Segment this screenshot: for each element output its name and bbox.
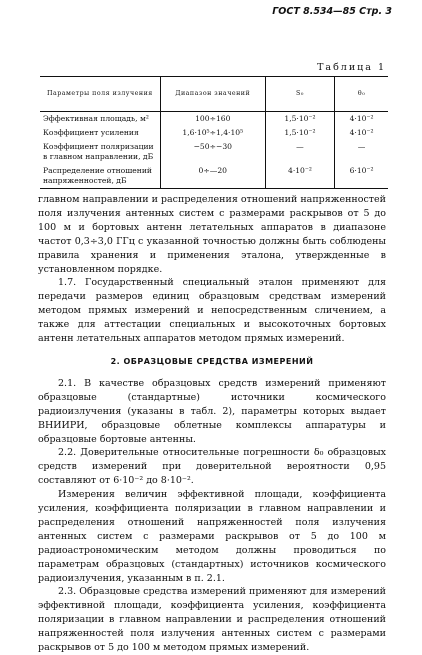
table-row bbox=[40, 126, 388, 140]
column-header: Параметры поля излучения bbox=[40, 77, 160, 112]
parameters-table bbox=[40, 76, 388, 189]
column-header: θ₀ bbox=[335, 77, 388, 112]
paragraph: 2.2. Доверительные относительные погрешности δ₀ образцовых средств измерений при доверительной вероятности 0,95 составляют от 6·10⁻² до 8·10⁻². bbox=[38, 447, 386, 487]
paragraph: главном направлении и распределения отношений напряженностей поля излучения антенных систем с размерами раскрывов от 5 до 100 м и бортовых антенн летательных аппаратов в диапазоне частот 0,3÷3,0 ГГц с указанной точностью должны быть соблюдены правила хранения и применения эталона, утвержденные в установленном порядке. bbox=[38, 194, 387, 275]
table-row bbox=[40, 164, 388, 189]
table-cell: Коэффициент поляризации в главном направлении, дБ bbox=[43, 142, 154, 161]
table-cell: — bbox=[335, 140, 388, 164]
section-heading: 2. ОБРАЗЦОВЫЕ СРЕДСТВА ИЗМЕРЕНИЙ bbox=[110, 356, 314, 366]
table-header-row bbox=[40, 77, 388, 112]
column-header: S₀ bbox=[265, 77, 334, 112]
paragraph: 2.1. В качестве образцовых средств измерений применяют образцовые (стандартные) источники космического радиоизлучения (указаны в табл. 2), параметры которых выдает ВНИИРИ, образцовые облетные комплексы аппаратуры и образцовые бортовые антенны. bbox=[38, 377, 386, 445]
table-cell: Распределение отношений напряженностей, дБ bbox=[40, 164, 160, 189]
table-cell: −50÷−30 bbox=[160, 140, 265, 164]
table-cell: 4·10⁻² bbox=[335, 126, 388, 140]
column-header: Диапазон значений bbox=[160, 77, 265, 112]
table-row bbox=[40, 140, 388, 164]
paragraph: 1.7. Государственный специальный эталон применяют для передачи размеров единиц образцовым средствам измерений методом прямых измерений и непосредственным сличением, а также для аттестации специальных и высокоточных бортовых антенн летательных аппаратов методом прямых измерений. bbox=[38, 277, 386, 345]
table-cell: 0÷—20 bbox=[160, 164, 265, 189]
table-cell: Эффективная площадь, м² bbox=[43, 114, 149, 123]
table-cell: 4·10⁻² bbox=[335, 112, 388, 127]
table-cell: Коэффициент усиления bbox=[43, 128, 139, 137]
table-cell: 1,5·10⁻² bbox=[265, 112, 334, 127]
table-row bbox=[40, 112, 388, 127]
table-caption: Таблица 1 bbox=[317, 62, 386, 73]
table-cell: 100÷160 bbox=[160, 112, 265, 127]
document-body bbox=[38, 193, 386, 655]
table-cell: 6·10⁻² bbox=[335, 164, 388, 189]
table-cell: — bbox=[265, 140, 334, 164]
table-cell: 1,5·10⁻² bbox=[265, 126, 334, 140]
paragraph: Измерения величин эффективной площади, коэффициента усиления, коэффициента поляризации в главном направлении и распределения отношений напряженностей поля излучения антенных систем с размерами раскрывов от 5 до 100 м радиоастрономическим методом должны проводиться по параметрам образцовых (стандартных) источников космического радиоизлучения, указанным в п. 2.1. bbox=[38, 489, 386, 584]
page-header: ГОСТ 8.534—85 Стр. 3 bbox=[272, 6, 392, 17]
paragraph: 2.3. Образцовые средства измерений применяют для измерений эффективной площади, коэффициента усиления, коэффициента поляризации в главном направлении и распределения отношений напряженностей поля излучения антенных систем с размерами раскрывов от 5 до 100 м методом прямых измерений. bbox=[38, 586, 386, 654]
table-cell: 1,6·10⁵÷1,4·10⁵ bbox=[160, 126, 265, 140]
table-cell: 4·10⁻² bbox=[265, 164, 334, 189]
